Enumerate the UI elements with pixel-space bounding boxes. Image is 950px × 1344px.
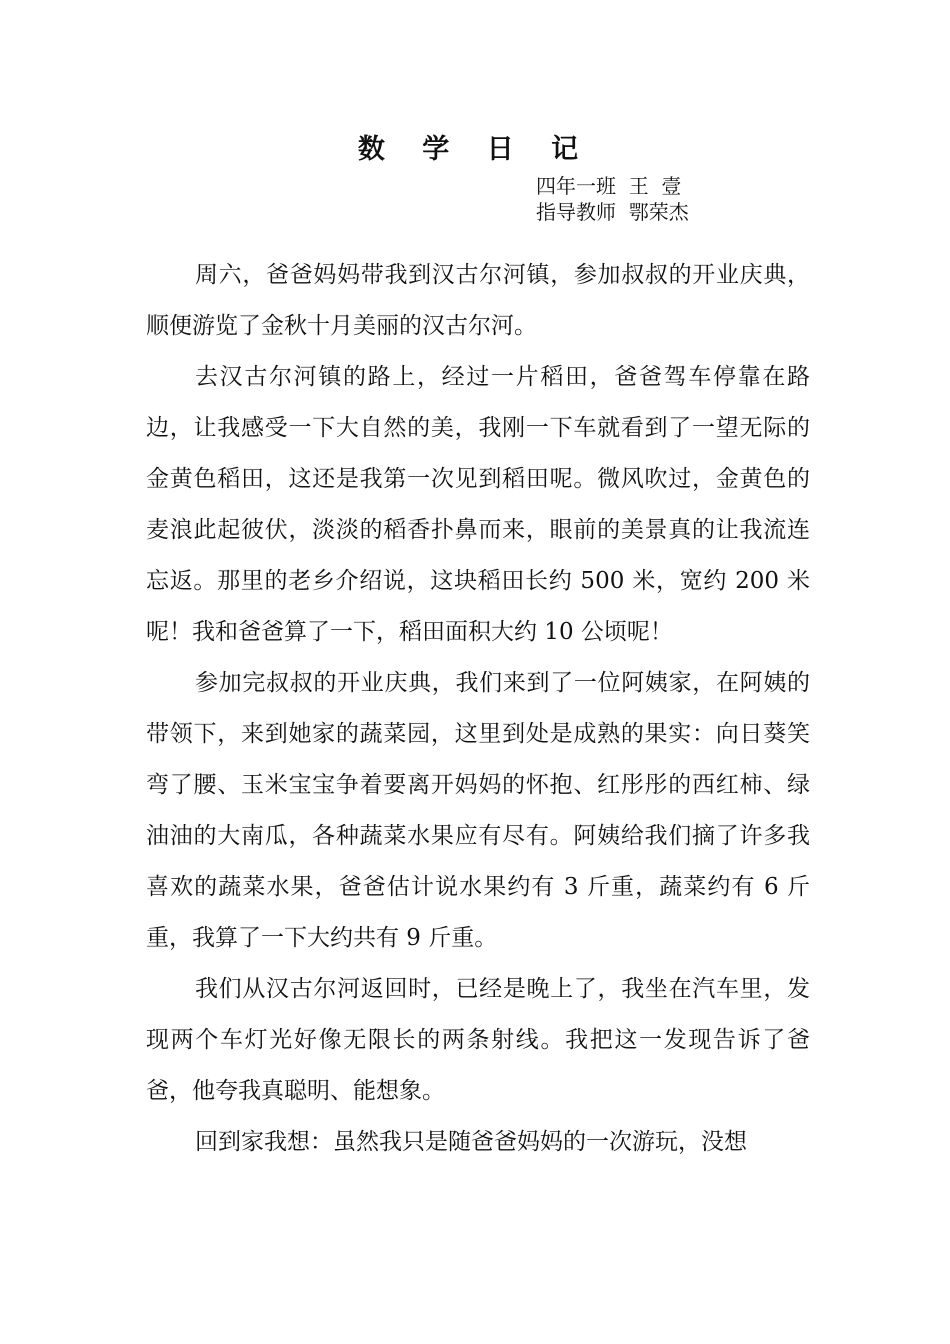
teacher-line: 指导教师 鄂荣杰 [536,200,689,224]
paragraph: 去汉古尔河镇的路上，经过一片稻田，爸爸驾车停靠在路边，让我感受一下大自然的美，我刚一下车就看到了一望无际的金黄色稻田，这还是我第一次见到稻田呢。微风吹过，金黄色的麦浪此起彼伏，淡淡的稻香扑鼻而来，眼前的美景真的让我流连忘返。那里的老乡介绍说，这块稻田长约 500 米，宽约 200 米呢！我和爸爸算了一下，稻田面积大约 10 公顷呢！ [146,364,810,645]
paragraph: 回到家我想：虽然我只是随爸爸妈妈的一次游玩，没想 [195,1129,747,1155]
paragraph: 参加完叔叔的开业庆典，我们来到了一位阿姨家，在阿姨的带领下，来到她家的蔬菜园，这里到处是成熟的果实：向日葵笑弯了腰、玉米宝宝争着要离开妈妈的怀抱、红彤彤的西红柿、绿油油的大南瓜，各种蔬菜水果应有尽有。阿姨给我们摘了许多我喜欢的蔬菜水果，爸爸估计说水果约有 3 斤重，蔬菜约有 6 斤重，我算了一下大约共有 9 斤重。 [146,670,810,951]
page-title: 数 学 日 记 [357,134,593,165]
paragraph: 我们从汉古尔河返回时，已经是晚上了，我坐在汽车里，发现两个车灯光好像无限长的两条射线。我把这一发现告诉了爸爸，他夸我真聪明、能想象。 [146,976,810,1104]
diary-body [146,250,810,1168]
author-line: 四年一班 王 壹 [536,174,682,198]
paragraph: 周六，爸爸妈妈带我到汉古尔河镇，参加叔叔的开业庆典，顺便游览了金秋十月美丽的汉古尔河。 [146,262,810,339]
